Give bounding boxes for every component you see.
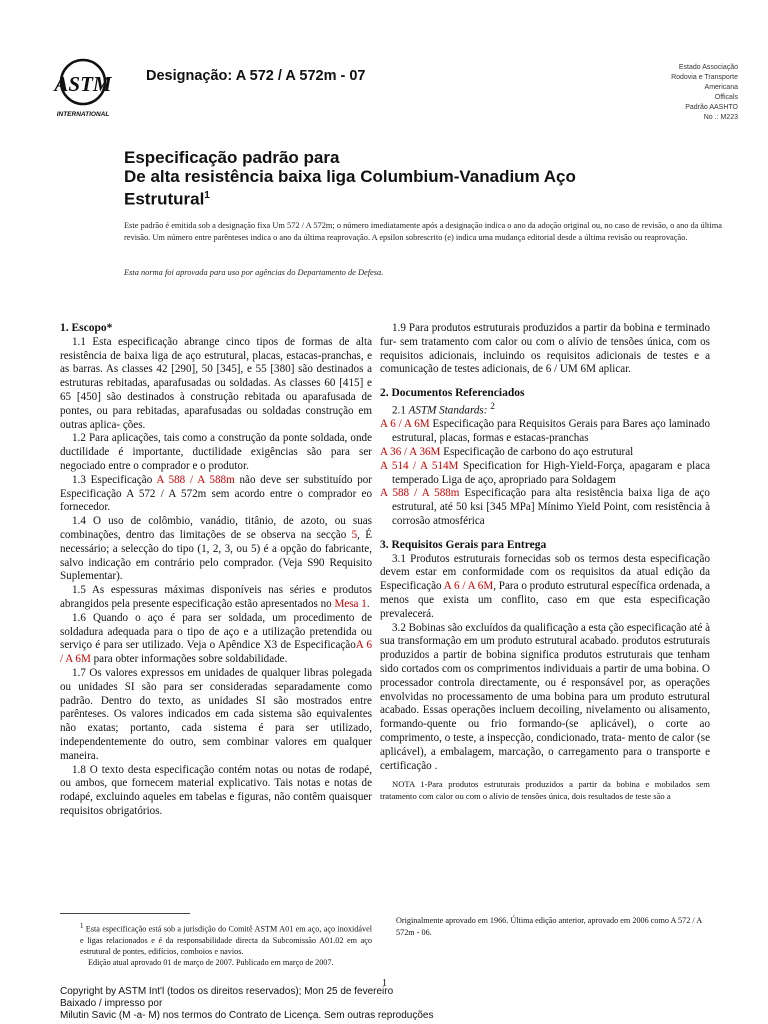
assoc-line: Estado Associação <box>678 64 738 71</box>
assoc-line: Padrão AASHTO <box>685 104 738 111</box>
logo-text: INTERNATIONAL <box>56 111 110 118</box>
paragraph-1-1: 1.1 Esta especificação abrange cinco tipos de formas de alta resistência de baixa liga de aço estrutural, placas, estacas-pranchas, e as barras. As classes 42 [290], 50 [345], e 55 [380] são destinados a estruturas rebitadas, aparafusadas ou soldadas. As classes 60 [415] e 65 [450] são destinados à construção rebitada ou aparafusada de pontes, ou para rebitadas, aparafusadas ou soldadas construção em outras aplica- ções. <box>60 335 372 431</box>
astm-standards-label: ASTM Standards: <box>408 404 488 417</box>
reference-link-table-1[interactable]: Mesa 1 <box>334 597 367 610</box>
section-heading-general-requirements: 3. Requisitos Gerais para Entrega <box>380 538 547 551</box>
assoc-line: Rodovia e Transporte <box>671 74 738 81</box>
copyright-notice <box>60 986 720 1022</box>
paragraph-3-1 <box>380 553 710 622</box>
astm-logo <box>54 58 112 118</box>
reference-text: Especificação de carbono do aço estrutural <box>440 446 634 459</box>
text-run: não deve ser substituído por Especificação A 572 / A 572m sem acordo entre o comprador eo fornecedor. <box>60 473 372 514</box>
reference-link-a588[interactable]: A 588 / A 588m <box>380 487 460 500</box>
paragraph-1-5 <box>60 584 372 612</box>
designation: Designação: A 572 / A 572m - 07 <box>146 68 366 84</box>
paragraph-1-8: 1.8 O texto desta especificação contém notas ou notas de rodapé, ou ambos, que fornecem material explicativo. Tais notas e notas de rodapé, excluindo aqueles em tabelas e figuras, não contêm quaisquer requisitos obrigatórios. <box>60 763 372 817</box>
text-run: , É necessário; a selecção do tipo (1, 2, 3, ou 5) é a opção do fabricante, salvo indicação em contrário pelo comprador. (Veja S90 Requisito Suplementar). <box>60 528 372 583</box>
section-heading-scope: 1. Escopo* <box>60 322 113 334</box>
copyright-line: Milutin Savic (M -a- M) nos termos do Contrato de Licença. Sem outras reproduções <box>60 1010 434 1021</box>
title-line: De alta resistência baixa liga Columbium-Vanadium Aço <box>124 167 576 186</box>
assoc-line: No .: M223 <box>703 114 738 121</box>
note-1: NOTA 1-Para produtos estruturais produzidos a partir da bobina e mobilados sem tratamento com calor ou com o alívio de tensões única, dois resultados de teste são a <box>380 779 710 801</box>
reference-link-a6[interactable]: A 6 / A 6M <box>380 418 430 431</box>
svg-text:ASTM: ASTM <box>54 72 112 96</box>
paragraph-3-2: 3.2 Bobinas são excluídos da qualificação a esta ção especificação até à sua transformação em um produto estrutural acabado. produtos estruturais produzidos a partir de bobina significa produtos estruturais que tenham sido cortados com os comprimentos individuais a partir de uma bobina. O processador controla directamente, ou é responsável por, as operações envolvidas no processamento de uma bobina para um produto estrutural acabado. Essas operações incluem decoiling, nivelamento ou alisamento, formando-quente ou frio formando-(se aplicável), o corte ao comprimento, o teste, a inspecção, condicionado, trata- mento de calor (se aplicável), a embalagem, marcação, o carregamento para o transporte e certificação . <box>380 621 710 772</box>
paragraph-1-7: 1.7 Os valores expressos em unidades de qualquer libras polegada ou unidades SI são para ser consideradas separadamente como padrão. Dentro do texto, as unidades SI são mostrados entre parênteses. Os valores indicados em cada sistema são equivalentes não exatas; portanto, cada sistema é para ser utilizado, independentemente do outro, sem combinar valores em qualquer maneira. <box>60 666 372 762</box>
text-run: 3.1 Produtos estruturais fornecidas sob os termos desta especificação devem estar em conformidade com os requisitos da atual edição da Especificação <box>380 552 710 593</box>
paragraph-1-3 <box>60 474 372 515</box>
copyright-line: Copyright by ASTM Int'l (todos os direitos reservados); Mon 25 de fevereiro <box>60 986 394 997</box>
issuance-notice: Este padrão é emitida sob a designação fixa Um 572 / A 572m; o número imediatamente após a designação indica o ano da adoção original ou, no caso de revisão, o ano da última revisão. Um número entre parênteses indica o ano da última reaprovação. A epsilon sobrescrito (e) indica uma mudança editorial desde a última revisão ou reaprovação. <box>124 221 722 242</box>
reference-text: Especificação para Requisitos Gerais para Bares aço laminado estrutural, placas, formas e estacas-pranchas <box>392 418 710 445</box>
assoc-line: Officals <box>714 94 738 101</box>
reference-link-a514[interactable]: A 514 / A 514M <box>380 459 459 472</box>
original-approval-note: Originalmente aprovado em 1966. Última edição anterior, aprovado em 2006 como A 572 / A 572m - 06. <box>396 916 702 937</box>
reference-link-section-5[interactable]: 5 <box>351 528 358 541</box>
aashto-block <box>588 63 738 123</box>
reference-entry <box>380 418 710 446</box>
reference-link-a588[interactable]: A 588 / A 588m <box>156 473 235 486</box>
footnote-divider <box>60 913 190 914</box>
text-run: 1.6 Quando o aço é para ser soldada, um procedimento de soldadura adequada para o tipo de aço e a utilização pretendida ou serviço é para ser utilizado. Veja o Apêndice X3 de Especificação <box>60 611 372 652</box>
paragraph-1-9: 1.9 Para produtos estruturais produzidos a partir da bobina e terminado fur- sem tratamento com calor ou com o alívio de tensões única, com os requisitos adicionais, incluindo os requisitos adicionais de testes e a comunicação de testes adicionais, de 6 / UM 6M aplicar. <box>380 322 710 376</box>
reference-text: Specification for High-Yield-Força, apagaram e placa temperado Liga de aço, apropriado para Soldagem <box>392 459 711 486</box>
document-title <box>124 148 724 209</box>
text-run: 1.3 Especificação <box>72 473 157 486</box>
dod-approval-note: Esta norma foi aprovada para uso por agências do Departamento de Defesa. <box>124 268 384 277</box>
section-heading-references: 2. Documentos Referenciados <box>380 387 525 400</box>
edition-note: Edição atual aprovado 01 de março de 2007. Publicado em março de 2007. <box>88 958 334 968</box>
left-column <box>60 322 372 819</box>
footnote-text: Esta especificação está sob a jurisdição do Comitê ASTM A01 em aço, aço inoxidável e ligas relacionados e é da responsabilidade directa da Subcomissão A01.02 em aço estrutural de pontes, edifícios, comboios e navios. <box>80 924 372 957</box>
reference-entry <box>380 460 710 488</box>
paragraph-2-1 <box>380 401 710 418</box>
reference-entry <box>380 446 710 460</box>
title-line <box>124 186 724 209</box>
footnote-marker[interactable]: 2 <box>490 401 495 412</box>
assoc-line: Americana <box>704 84 738 91</box>
footnote-1 <box>80 921 372 969</box>
paragraph-1-2: 1.2 Para aplicações, tais como a construção da ponte soldada, onde ductilidade é importante, ductilidade exigências são para ser negociado entre o comprador e o produtor. <box>60 432 372 472</box>
copyright-line: Baixado / impresso por <box>60 998 163 1009</box>
reference-link-a36[interactable]: A 36 / A 36M <box>380 446 441 459</box>
footnote-marker: 1 <box>80 923 84 930</box>
footnote-marker[interactable]: 1 <box>204 190 210 201</box>
reference-link-a6[interactable]: A 6 / A 6M <box>443 580 494 593</box>
title-line: Especificação padrão para <box>124 148 340 167</box>
text-run: para obter informações sobre soldabilidade. <box>90 653 288 666</box>
page-number: 1 <box>382 978 387 989</box>
text-run: 2.1 <box>392 404 409 417</box>
text-run: , Para o produto estrutural específica ordenada, a menos que exista um conflito, caso em que esta especificação prevalecerá. <box>380 580 710 620</box>
right-column <box>380 322 710 802</box>
text-run: 1.4 O uso de colômbio, vanádio, titânio, de azoto, ou suas combinações, dentro das limitações de se observa na secção <box>60 515 372 541</box>
paragraph-1-6 <box>60 612 372 667</box>
text-run: 1.5 As espessuras máximas disponíveis nas séries e produtos abrangidos pela presente especificação estão apresentados no <box>60 584 372 610</box>
reference-entry <box>380 487 710 528</box>
title-line-3: Estrutural <box>124 189 205 209</box>
reference-link-a6[interactable]: A 6 / A 6M <box>60 639 372 666</box>
reference-text: Especificação para alta resistência baixa liga de aço estrutural, até 50 ksi [345 MPa] Mínimo Yield Point, com resistência à corrosão atmosférica <box>392 487 710 528</box>
paragraph-1-4 <box>60 515 372 584</box>
text-run: . <box>366 597 370 610</box>
